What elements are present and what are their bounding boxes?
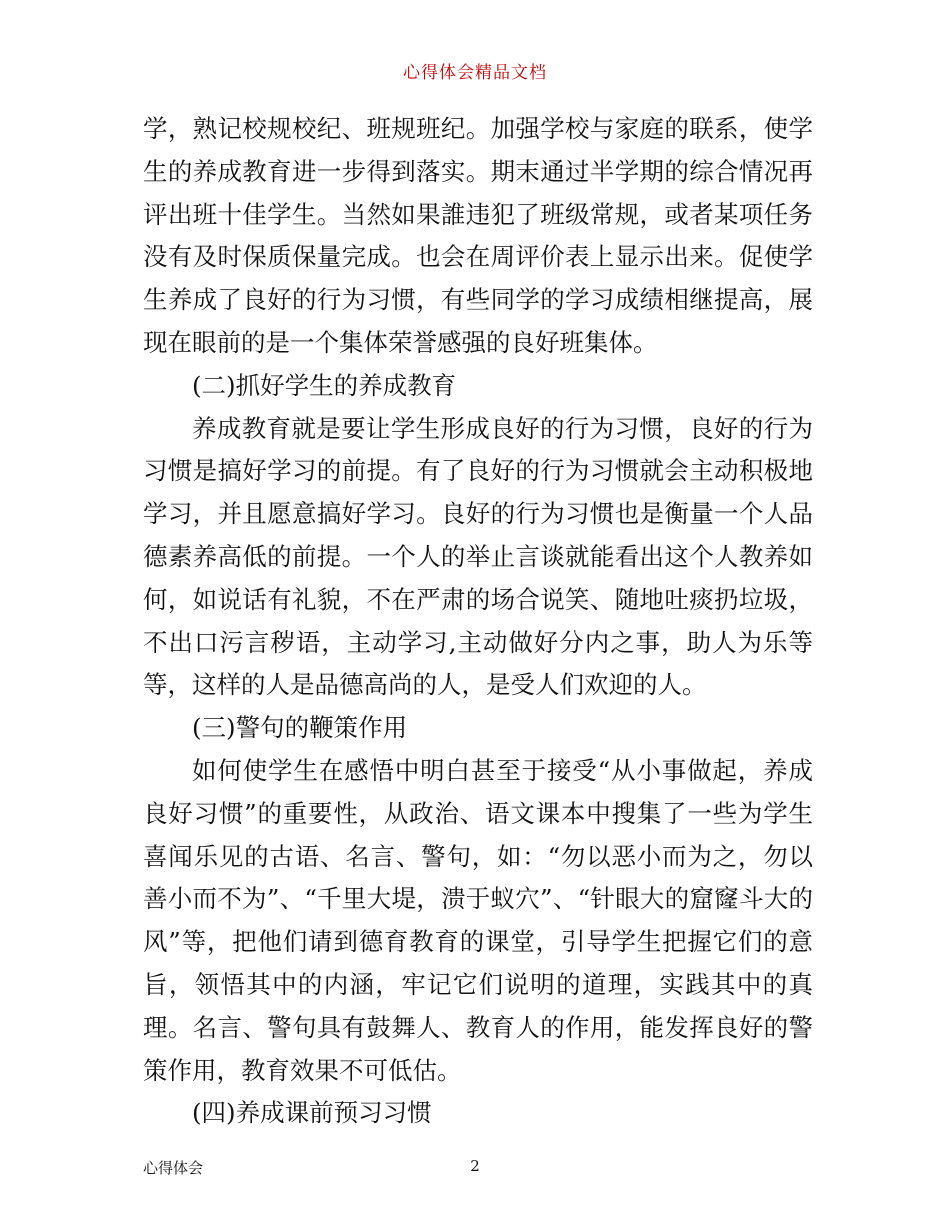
document-header-title: 心得体会精品文档 <box>403 63 547 83</box>
document-body <box>143 108 813 1135</box>
section-heading-4: (四)养成课前预习习惯 <box>192 1098 432 1128</box>
footer-label: 心得体会 <box>143 1159 204 1177</box>
body-paragraph-continued: 学，熟记校规校纪、班规班纪。加强学校与家庭的联系，使学生的养成教育进一步得到落实。期末通过半学期的综合情况再评出班十佳学生。当然如果誰违犯了班级常规，或者某项任务没有及时保质保量完成。也会在周评价表上显示出来。促使学生养成了良好的行为习惯，有些同学的学习成绩相继提高，展现在眼前的是一个集体荣誉感强的良好班集体。 <box>143 114 813 357</box>
section-heading-2: (二)抓好学生的养成教育 <box>192 370 457 400</box>
body-paragraph: 养成教育就是要让学生形成良好的行为习惯，良好的行为习惯是搞好学习的前提。有了良好的行为习惯就会主动积极地学习，并且愿意搞好学习。良好的行为习惯也是衡量一个人品德素养高低的前提。一个人的举止言谈就能看出这个人教养如何，如说话有礼貌，不在严肃的场合说笑、随地吐痰扔垃圾，不出口污言秽语，主动学习,主动做好分内之事，助人为乐等等，这样的人是品德高尚的人，是受人们欢迎的人。 <box>143 413 813 700</box>
page-number: 2 <box>470 1157 480 1175</box>
section-heading-3: (三)警句的鞭策作用 <box>192 713 408 743</box>
body-paragraph: 如何使学生在感悟中明白甚至于接受“从小事做起，养成良好习惯”的重要性，从政治、语文课本中搜集了一些为学生喜闻乐见的古语、名言、警句，如：“勿以恶小而为之，勿以善小而不为”、“千里大堤，溃于蚁穴”、“针眼大的窟窿斗大的风”等，把他们请到德育教育的课堂，引导学生把握它们的意旨，领悟其中的内涵，牢记它们说明的道理，实践其中的真理。名言、警句具有鼓舞人、教育人的作用，能发挥良好的警策作用，教育效果不可低估。 <box>143 755 813 1085</box>
